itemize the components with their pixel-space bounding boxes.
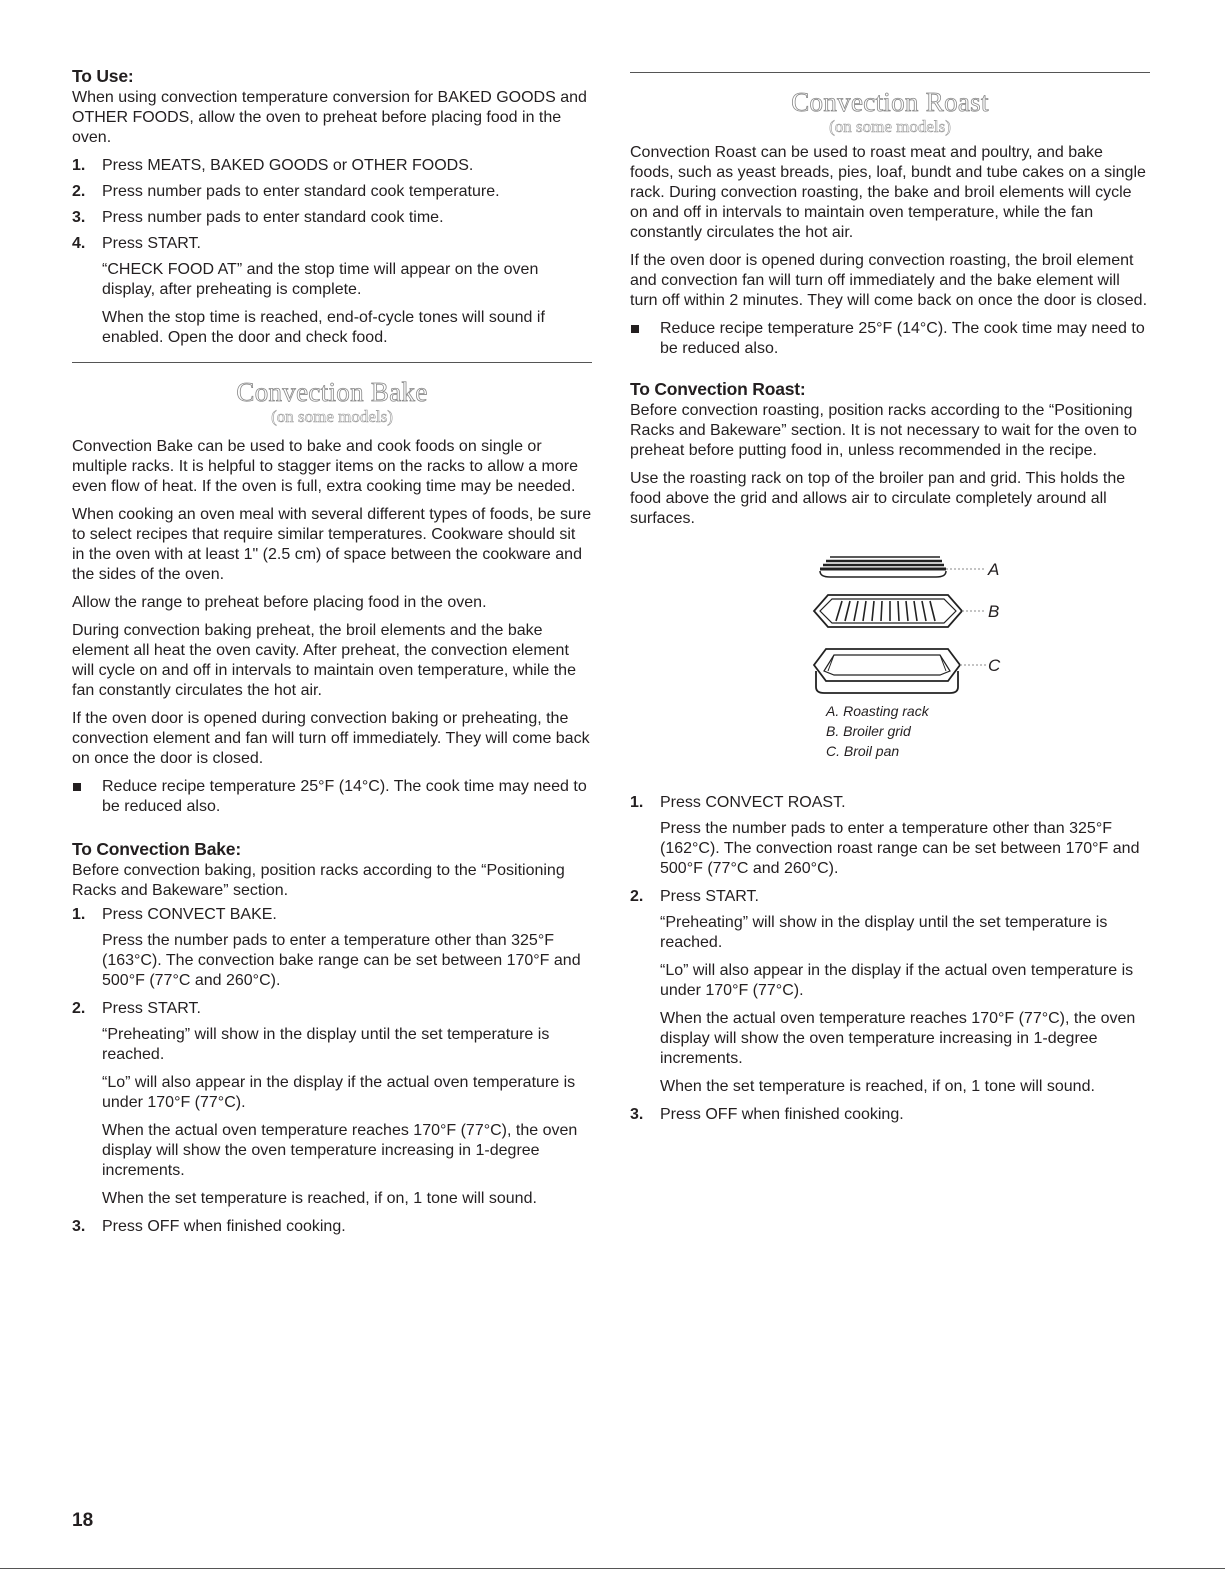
step-detail: When the actual oven temperature reaches 170°F (77°C), the oven display will show the oven temperature increasing in 1-degree increments. bbox=[660, 1010, 1136, 1067]
caption-broiler-grid: B. Broiler grid bbox=[826, 723, 911, 739]
caption-roasting-rack: A. Roasting rack bbox=[826, 703, 929, 719]
step-number: 1. bbox=[72, 157, 86, 174]
step-detail: “Preheating” will show in the display until the set temperature is reached. bbox=[660, 914, 1108, 951]
step-detail: “Lo” will also appear in the display if the actual oven temperature is under 170°F (77°C). bbox=[102, 1074, 576, 1111]
to-convection-bake-heading: To Convection Bake: bbox=[72, 839, 241, 859]
step-detail: When the set temperature is reached, if on, 1 tone will sound. bbox=[102, 1190, 537, 1207]
to-use-note-1: “CHECK FOOD AT” and the stop time will appear on the oven display, after preheating is complete. bbox=[102, 261, 539, 298]
bullet-text: Reduce recipe temperature 25°F (14°C). The cook time may need to be reduced also. bbox=[660, 320, 1145, 357]
to-use-step-2 bbox=[72, 182, 592, 202]
step-text: Press OFF when finished cooking. bbox=[102, 1218, 346, 1235]
page-number: 18 bbox=[72, 1510, 94, 1531]
right-column bbox=[630, 72, 1150, 1131]
to-convection-bake-step-3 bbox=[72, 1217, 592, 1237]
to-convection-bake-step-1 bbox=[72, 905, 592, 925]
bullet-text: Reduce recipe temperature 25°F (14°C). The cook time may need to be reduced also. bbox=[102, 778, 587, 815]
convection-roast-subtitle: (on some models) bbox=[829, 117, 951, 136]
to-convection-bake-intro: Before convection baking, position racks according to the “Positioning Racks and Bakeware” section. bbox=[72, 862, 565, 899]
convection-bake-subtitle: (on some models) bbox=[271, 407, 393, 426]
convection-bake-paragraph: If the oven door is opened during convection baking or preheating, the convection element and fan will turn off immediately. They will come back on once the door is closed. bbox=[72, 710, 590, 767]
step-number: 3. bbox=[72, 209, 86, 226]
to-use-intro: When using convection temperature conversion for BAKED GOODS and OTHER FOODS, allow the oven to preheat before placing food in the oven. bbox=[72, 89, 587, 146]
broiler-pan-illustration bbox=[790, 541, 1030, 701]
step-number: 1. bbox=[630, 794, 644, 811]
to-use-step-4 bbox=[72, 234, 592, 254]
convection-roast-paragraph: Convection Roast can be used to roast meat and poultry, and bake foods, such as yeast breads, pies, loaf, bundt and tube cakes on a single rack. During convection roasting, the bake and broil elements will cycle on and off in intervals to maintain oven temperature, while the fan constantly circulates the hot air. bbox=[630, 144, 1146, 241]
step-detail: When the set temperature is reached, if on, 1 tone will sound. bbox=[660, 1078, 1095, 1095]
to-use-heading: To Use: bbox=[72, 66, 134, 86]
broiler-grid-drawing bbox=[814, 595, 999, 627]
convection-roast-paragraph: If the oven door is opened during convection roasting, the broil element and convection fan will turn off immediately and the bake element will turn off within 2 minutes. They will come back on once the door is closed. bbox=[630, 252, 1148, 309]
step-number: 3. bbox=[72, 1218, 86, 1235]
convection-bake-paragraph: When cooking an oven meal with several different types of foods, be sure to select recipes that require similar temperatures. Cookware should sit in the oven with at least 1" (2.5 cm) of space between the cookware and the sides of the oven. bbox=[72, 506, 592, 583]
step-number: 2. bbox=[72, 183, 86, 200]
section-divider bbox=[72, 362, 592, 363]
step-detail: “Lo” will also appear in the display if the actual oven temperature is under 170°F (77°C). bbox=[660, 962, 1134, 999]
section-divider bbox=[630, 72, 1150, 73]
to-convection-roast-paragraph: Use the roasting rack on top of the broiler pan and grid. This holds the food above the grid and allows air to circulate completely around all surfaces. bbox=[630, 470, 1126, 527]
broil-pan-drawing bbox=[814, 649, 1001, 693]
step-number: 3. bbox=[630, 1106, 644, 1123]
to-convection-roast-heading: To Convection Roast: bbox=[630, 379, 806, 399]
caption-broil-pan: C. Broil pan bbox=[826, 743, 900, 759]
to-convection-roast-step-2 bbox=[630, 887, 1150, 907]
broiler-pan-figure bbox=[630, 541, 1150, 759]
step-detail: When the actual oven temperature reaches 170°F (77°C), the oven display will show the oven temperature increasing in 1-degree increments. bbox=[102, 1122, 578, 1179]
convection-roast-title: Convection Roast bbox=[791, 87, 989, 117]
square-bullet-icon bbox=[631, 325, 639, 333]
step-text: Press CONVECT BAKE. bbox=[102, 906, 277, 923]
to-use-note-2: When the stop time is reached, end-of-cycle tones will sound if enabled. Open the door and check food. bbox=[102, 309, 545, 346]
to-convection-roast-step-3 bbox=[630, 1105, 1150, 1125]
label-c: C bbox=[988, 656, 1001, 675]
convection-bake-title: Convection Bake bbox=[236, 377, 428, 407]
step-text: Press START. bbox=[102, 1000, 201, 1017]
step-text: Press MEATS, BAKED GOODS or OTHER FOODS. bbox=[102, 157, 474, 174]
step-text: Press OFF when finished cooking. bbox=[660, 1106, 904, 1123]
step-number: 2. bbox=[72, 1000, 86, 1017]
step-number: 1. bbox=[72, 906, 86, 923]
figure-captions bbox=[630, 701, 1150, 761]
label-b: B bbox=[988, 602, 1000, 621]
step-number: 4. bbox=[72, 235, 86, 252]
to-convection-roast-step-1 bbox=[630, 793, 1150, 813]
step-text: Press START. bbox=[660, 888, 759, 905]
to-convection-roast-intro: Before convection roasting, position racks according to the “Positioning Racks and Bakeware” section. It is not necessary to wait for the oven to preheat before putting food in, unless recommended in the recipe. bbox=[630, 402, 1137, 459]
step-text: Press number pads to enter standard cook temperature. bbox=[102, 183, 500, 200]
to-convection-bake-step-2 bbox=[72, 999, 592, 1019]
step-detail: Press the number pads to enter a temperature other than 325°F (162°C). The convection roast range can be set between 170°F and 500°F (77°C and 260°C). bbox=[660, 820, 1140, 877]
step-text: Press START. bbox=[102, 235, 201, 252]
convection-roast-bullet bbox=[630, 319, 1150, 359]
convection-bake-paragraph: Convection Bake can be used to bake and cook foods on single or multiple racks. It is helpful to stagger items on the racks to allow a more even flow of heat. If the oven is full, extra cooking time may be needed. bbox=[72, 438, 578, 495]
roasting-rack-drawing bbox=[820, 557, 999, 579]
to-use-step-3 bbox=[72, 208, 592, 228]
convection-bake-paragraph: Allow the range to preheat before placing food in the oven. bbox=[72, 594, 487, 611]
convection-bake-bullet bbox=[72, 777, 592, 817]
step-text: Press number pads to enter standard cook time. bbox=[102, 209, 444, 226]
left-column bbox=[72, 66, 592, 1243]
square-bullet-icon bbox=[73, 783, 81, 791]
convection-bake-paragraph: During convection baking preheat, the broil elements and the bake element all heat the oven cavity. After preheat, the convection element will cycle on and off in intervals to maintain oven temperature, while the fan constantly circulates the hot air. bbox=[72, 622, 576, 699]
to-use-step-1 bbox=[72, 156, 592, 176]
step-number: 2. bbox=[630, 888, 644, 905]
page-bottom-rule bbox=[0, 1568, 1225, 1569]
label-a: A bbox=[988, 560, 1000, 579]
step-detail: “Preheating” will show in the display until the set temperature is reached. bbox=[102, 1026, 550, 1063]
step-text: Press CONVECT ROAST. bbox=[660, 794, 846, 811]
step-detail: Press the number pads to enter a temperature other than 325°F (163°C). The convection bake range can be set between 170°F and 500°F (77°C and 260°C). bbox=[102, 932, 581, 989]
